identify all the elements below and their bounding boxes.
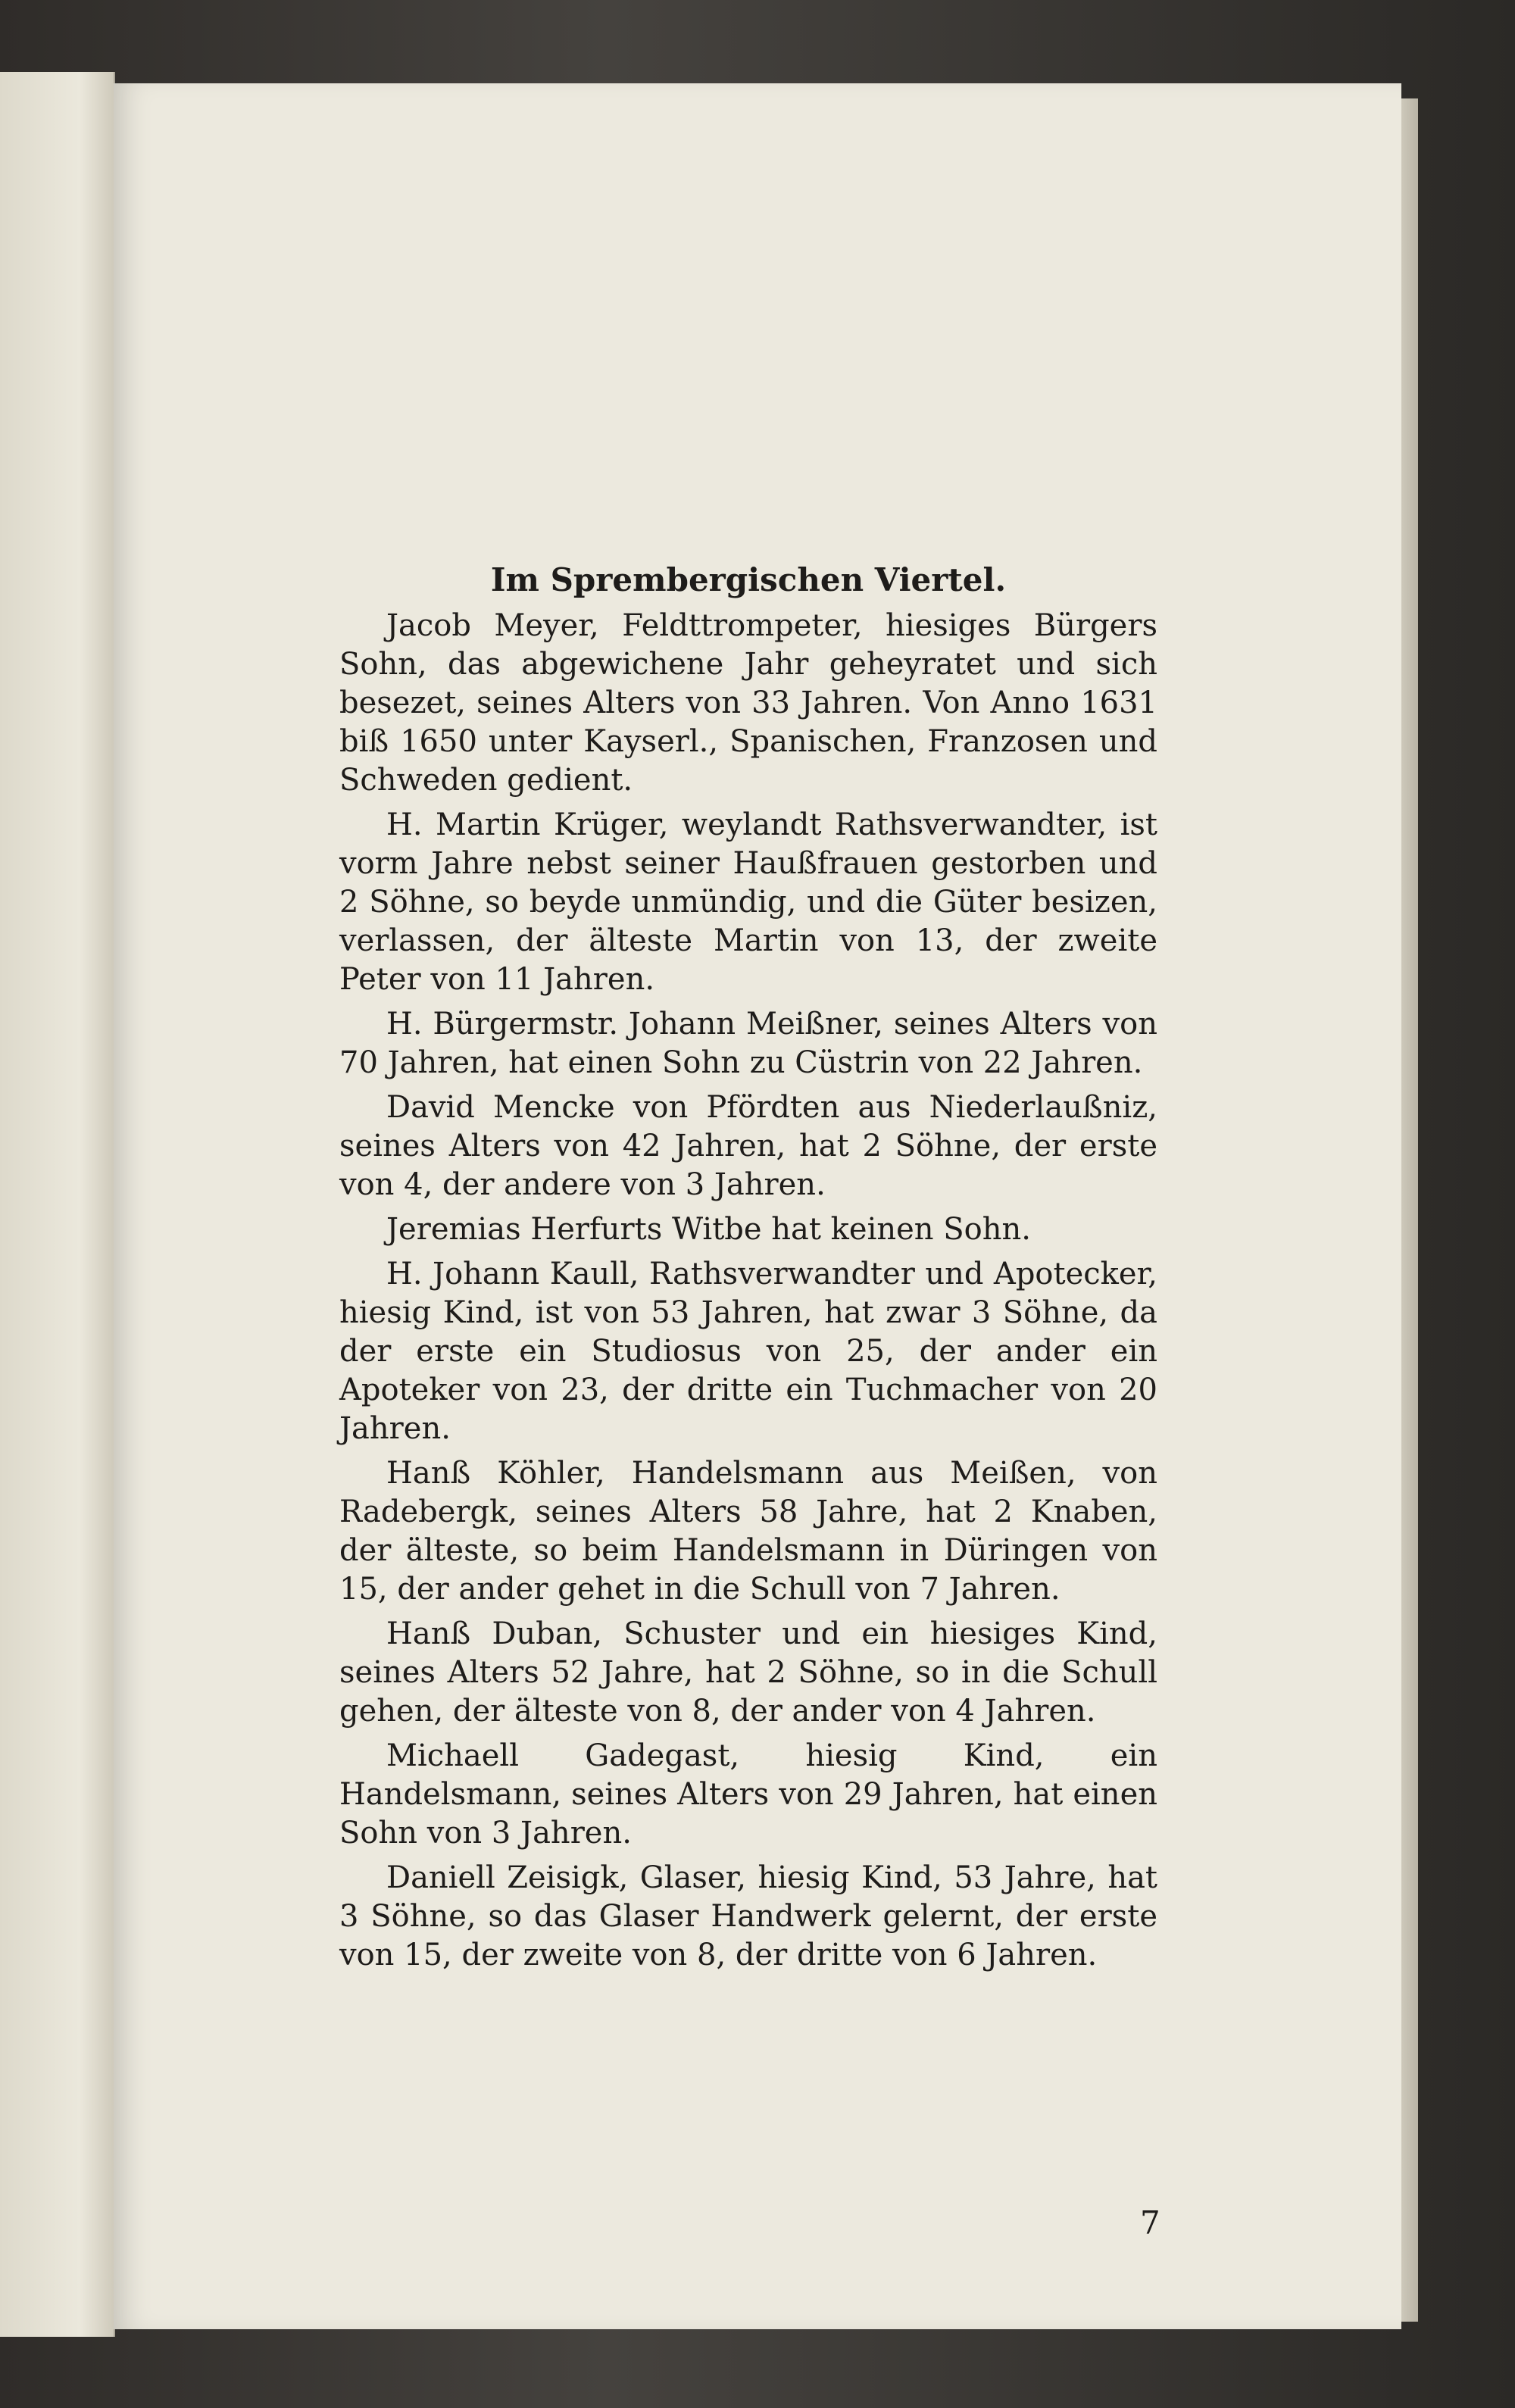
text-block bbox=[339, 561, 1157, 1981]
paragraph: Daniell Zeisigk, Glaser, hiesig Kind, 53 Jahre, hat 3 Söhne, so das Glaser Handwerk gelernt, der erste von 15, der zweite von 8, der dritte von 6 Jahren. bbox=[339, 1860, 1157, 1972]
paragraph: Michaell Gadegast, hiesig Kind, ein Handelsmann, seines Alters von 29 Jahren, hat einen Sohn von 3 Jahren. bbox=[339, 1738, 1157, 1851]
paragraph: H. Johann Kaull, Rathsverwandter und Apotecker, hiesig Kind, ist von 53 Jahren, hat zwar 3 Söhne, da der erste ein Studiosus von 25, der ander ein Apoteker von 23, der dritte ein Tuchmacher von 20 Jahren. bbox=[339, 1257, 1157, 1446]
paragraph: H. Martin Krüger, weylandt Rathsverwandter, ist vorm Jahre nebst seiner Haußfrauen gestorben und 2 Söhne, so beyde unmündig, und die Güter besizen, verlassen, der älteste Martin von 13, der zweite Peter von 11 Jahren. bbox=[339, 807, 1157, 997]
paragraph: Hanß Köhler, Handelsmann aus Meißen, von Radebergk, seines Alters 58 Jahre, hat 2 Knaben, der älteste, so beim Handelsmann in Düringen von 15, der ander gehet in die Schull von 7 Jahren. bbox=[339, 1456, 1157, 1607]
page-edge bbox=[1401, 98, 1418, 2322]
paragraph: Jeremias Herfurts Witbe hat keinen Sohn. bbox=[386, 1212, 1031, 1247]
paragraph: Jacob Meyer, Feldttrompeter, hiesiges Bürgers Sohn, das abgewichene Jahr geheyratet und sich besezet, seines Alters von 33 Jahren. Von Anno 1631 biß 1650 unter Kayserl., Spanischen, Franzosen und Schweden gedient. bbox=[339, 608, 1157, 798]
paragraph: David Mencke von Pfördten aus Niederlaußniz, seines Alters von 42 Jahren, hat 2 Söhne, der erste von 4, der andere von 3 Jahren. bbox=[339, 1090, 1157, 1202]
paragraph: Hanß Duban, Schuster und ein hiesiges Kind, seines Alters 52 Jahre, hat 2 Söhne, so in die Schull gehen, der älteste von 8, der ander von 4 Jahren. bbox=[339, 1616, 1157, 1729]
left-page bbox=[0, 72, 115, 2337]
section-heading: Im Sprembergischen Viertel. bbox=[490, 561, 1007, 598]
paragraph: H. Bürgermstr. Johann Meißner, seines Alters von 70 Jahren, hat einen Sohn zu Cüstrin von 22 Jahren. bbox=[339, 1007, 1157, 1080]
page-number: 7 bbox=[1140, 2204, 1160, 2241]
